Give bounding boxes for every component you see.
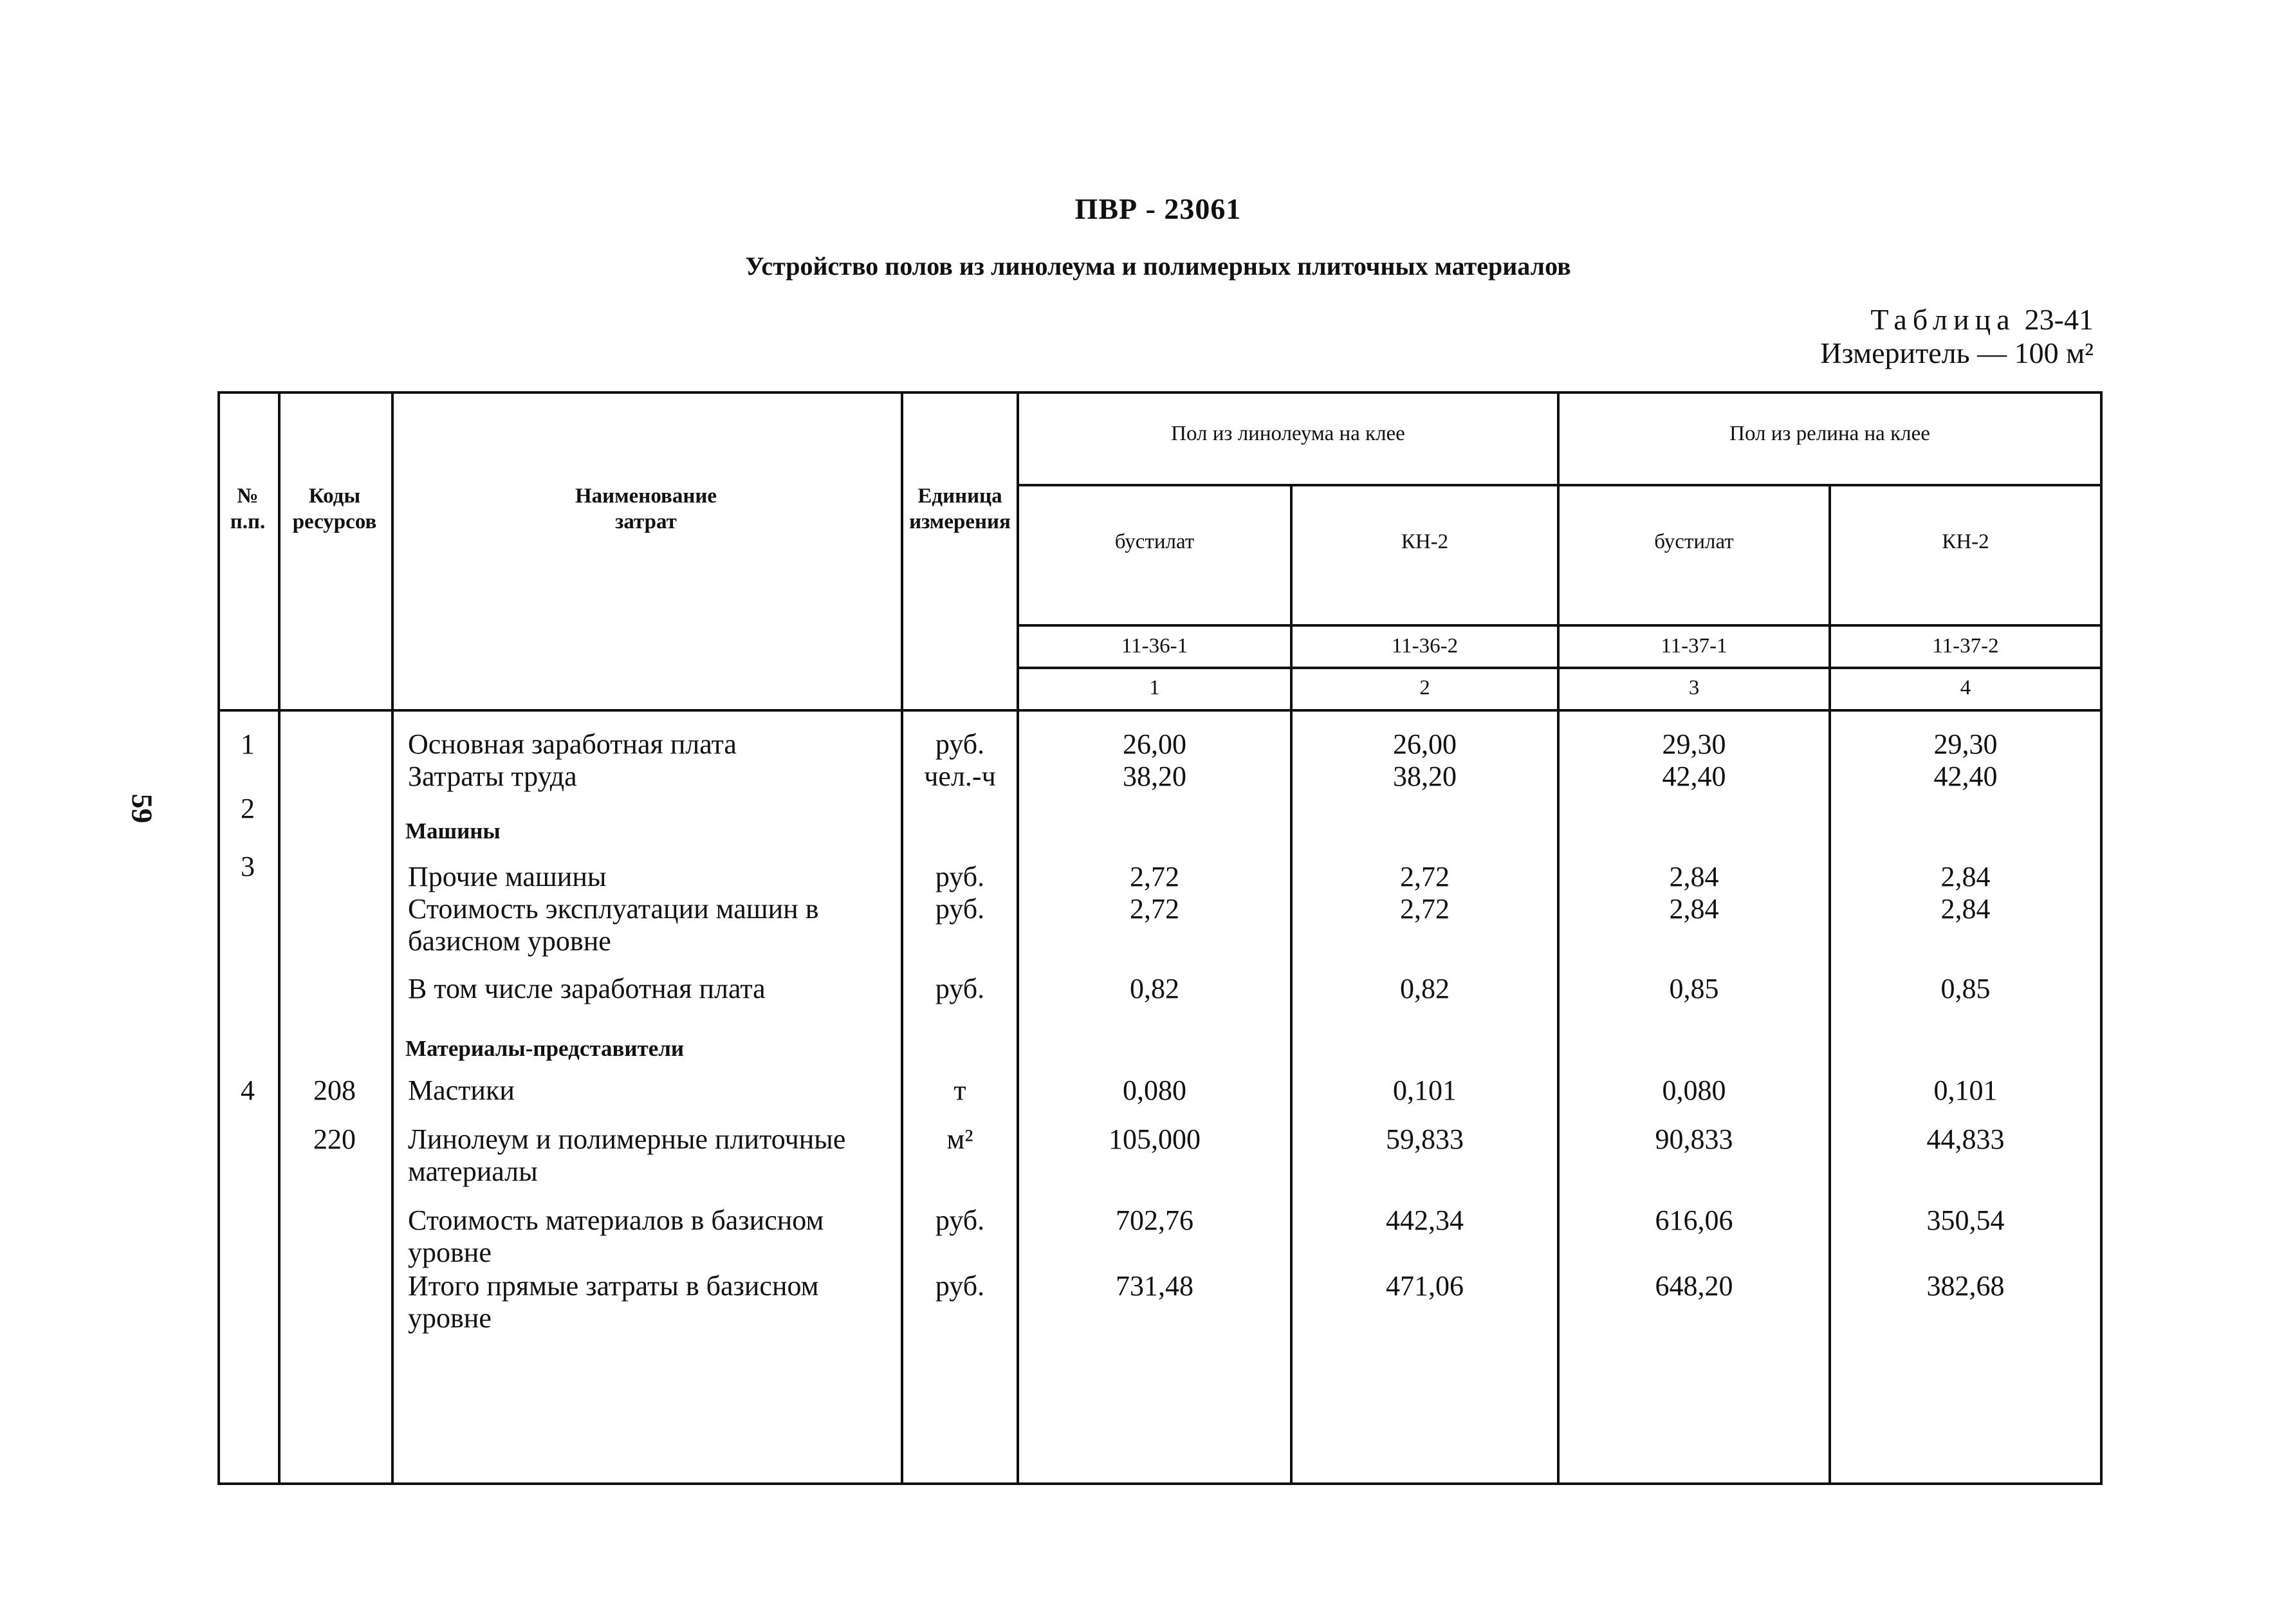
header-code-1: 11-36-1 xyxy=(1121,634,1188,658)
cost-name: Основная заработная плата xyxy=(408,728,737,760)
row-number: 1 xyxy=(241,728,255,760)
row-number: 4 xyxy=(241,1075,255,1106)
col-line-no xyxy=(278,391,281,1485)
header-code-4: 11-37-2 xyxy=(1932,634,1999,658)
cost-value: 2,72 xyxy=(1130,861,1179,892)
header-bottom-border xyxy=(217,709,2103,712)
page-number: 59 xyxy=(125,793,159,824)
header-group-relin: Пол из релина на клее xyxy=(1729,422,1930,445)
cost-name: Затраты труда xyxy=(408,761,577,792)
resource-code: 208 xyxy=(313,1075,356,1106)
cost-value: 2,84 xyxy=(1669,893,1719,925)
header-group-linoleum: Пол из линолеума на клее xyxy=(1171,422,1405,445)
header-sub-4: КН-2 xyxy=(1942,530,1989,553)
cost-unit: руб. xyxy=(935,861,985,892)
cost-name: Итого прямые затраты в базисном уровне xyxy=(408,1270,819,1334)
header-colnum-3: 3 xyxy=(1688,676,1700,699)
cost-unit: руб. xyxy=(935,1270,985,1302)
cost-value: 442,34 xyxy=(1386,1204,1464,1236)
cost-value: 616,06 xyxy=(1655,1204,1733,1236)
header-code-2: 11-36-2 xyxy=(1391,634,1459,658)
header-code-3: 11-37-1 xyxy=(1661,634,1727,658)
cost-value: 26,00 xyxy=(1123,728,1186,760)
col-line-right xyxy=(2100,391,2103,1485)
row-number: 2 xyxy=(241,793,255,824)
cost-value: 26,00 xyxy=(1393,728,1457,760)
header-line-codes xyxy=(1017,667,2103,669)
cost-value: 42,40 xyxy=(1933,761,1998,792)
cost-value: 38,20 xyxy=(1393,761,1457,792)
measure-label: Измеритель — 100 м² xyxy=(1820,337,2094,369)
cost-unit: чел.-ч xyxy=(924,761,996,792)
cost-value: 38,20 xyxy=(1123,761,1186,792)
cost-value: 2,72 xyxy=(1400,893,1450,925)
header-codes: Коды ресурсов xyxy=(292,484,377,533)
cost-value: 0,85 xyxy=(1669,973,1719,1004)
header-unit: Единица измерения xyxy=(909,484,1011,533)
header-no: № п.п. xyxy=(230,484,266,533)
cost-value: 471,06 xyxy=(1386,1270,1464,1302)
header-line-group xyxy=(1017,484,2103,486)
table-label-number: 23-41 xyxy=(2024,303,2094,336)
table-bottom-border xyxy=(217,1482,2103,1485)
section-machines: Машины xyxy=(405,818,501,844)
resource-code: 220 xyxy=(313,1123,356,1155)
cost-value: 2,72 xyxy=(1400,861,1450,892)
table-label xyxy=(1870,302,2094,337)
cost-value: 105,000 xyxy=(1109,1123,1201,1155)
table-top-border xyxy=(217,391,2103,394)
section-materials: Материалы-представители xyxy=(405,1036,685,1061)
cost-unit: руб. xyxy=(935,1204,985,1236)
cost-unit: руб. xyxy=(935,893,985,925)
cost-value: 702,76 xyxy=(1116,1204,1193,1236)
cost-value: 0,82 xyxy=(1400,973,1450,1004)
cost-value: 29,30 xyxy=(1662,728,1726,760)
cost-value: 29,30 xyxy=(1933,728,1998,760)
cost-value: 2,72 xyxy=(1130,893,1179,925)
header-name: Наименование затрат xyxy=(575,484,717,533)
cost-name: Прочие машины xyxy=(408,861,607,892)
header-sub-2: КН-2 xyxy=(1401,530,1449,553)
cost-value: 0,101 xyxy=(1933,1075,1998,1106)
header-colnum-4: 4 xyxy=(1960,676,1971,699)
cost-value: 90,833 xyxy=(1655,1123,1733,1155)
col-line-codes xyxy=(391,391,394,1485)
cost-value: 2,84 xyxy=(1940,861,1991,892)
document-code: ПВР - 23061 xyxy=(1074,192,1242,225)
cost-value: 2,84 xyxy=(1940,893,1991,925)
cost-value: 731,48 xyxy=(1116,1270,1193,1302)
cost-name: Стоимость материалов в базисном уровне xyxy=(408,1204,824,1268)
cost-unit: т xyxy=(953,1075,966,1106)
cost-name: Стоимость эксплуатации машин в базисном уровне xyxy=(408,893,819,957)
document-subtitle: Устройство полов из линолеума и полимерных плиточных материалов xyxy=(745,252,1571,281)
cost-value: 0,080 xyxy=(1123,1075,1186,1106)
cost-unit: руб. xyxy=(935,973,985,1004)
header-colnum-1: 1 xyxy=(1149,676,1160,699)
cost-name: Мастики xyxy=(408,1075,515,1106)
header-sub-1: бустилат xyxy=(1114,530,1195,553)
cost-unit: руб. xyxy=(935,728,985,760)
cost-name: В том числе заработная плата xyxy=(408,973,766,1004)
cost-value: 382,68 xyxy=(1926,1270,2005,1302)
cost-value: 42,40 xyxy=(1662,761,1726,792)
cost-value: 0,85 xyxy=(1940,973,1991,1004)
header-sub-3: бустилат xyxy=(1654,530,1734,553)
col-line-unit xyxy=(1017,391,1019,1485)
header-colnum-2: 2 xyxy=(1419,676,1430,699)
cost-value: 59,833 xyxy=(1386,1123,1464,1155)
row-number: 3 xyxy=(241,851,255,882)
header-line-sub xyxy=(1017,624,2103,627)
cost-unit: м² xyxy=(946,1123,973,1155)
col-line-left xyxy=(217,391,220,1485)
cost-value: 648,20 xyxy=(1655,1270,1733,1302)
table-label-word: Таблица xyxy=(1870,303,2016,336)
cost-name: Линолеум и полимерные плиточные материалы xyxy=(408,1123,846,1187)
cost-value: 0,82 xyxy=(1130,973,1179,1004)
cost-value: 2,84 xyxy=(1669,861,1719,892)
cost-value: 350,54 xyxy=(1926,1204,2005,1236)
col-line-name xyxy=(901,391,903,1485)
cost-value: 0,080 xyxy=(1662,1075,1726,1106)
cost-value: 44,833 xyxy=(1926,1123,2005,1155)
col-line-c2 xyxy=(1557,391,1560,1485)
cost-value: 0,101 xyxy=(1393,1075,1457,1106)
